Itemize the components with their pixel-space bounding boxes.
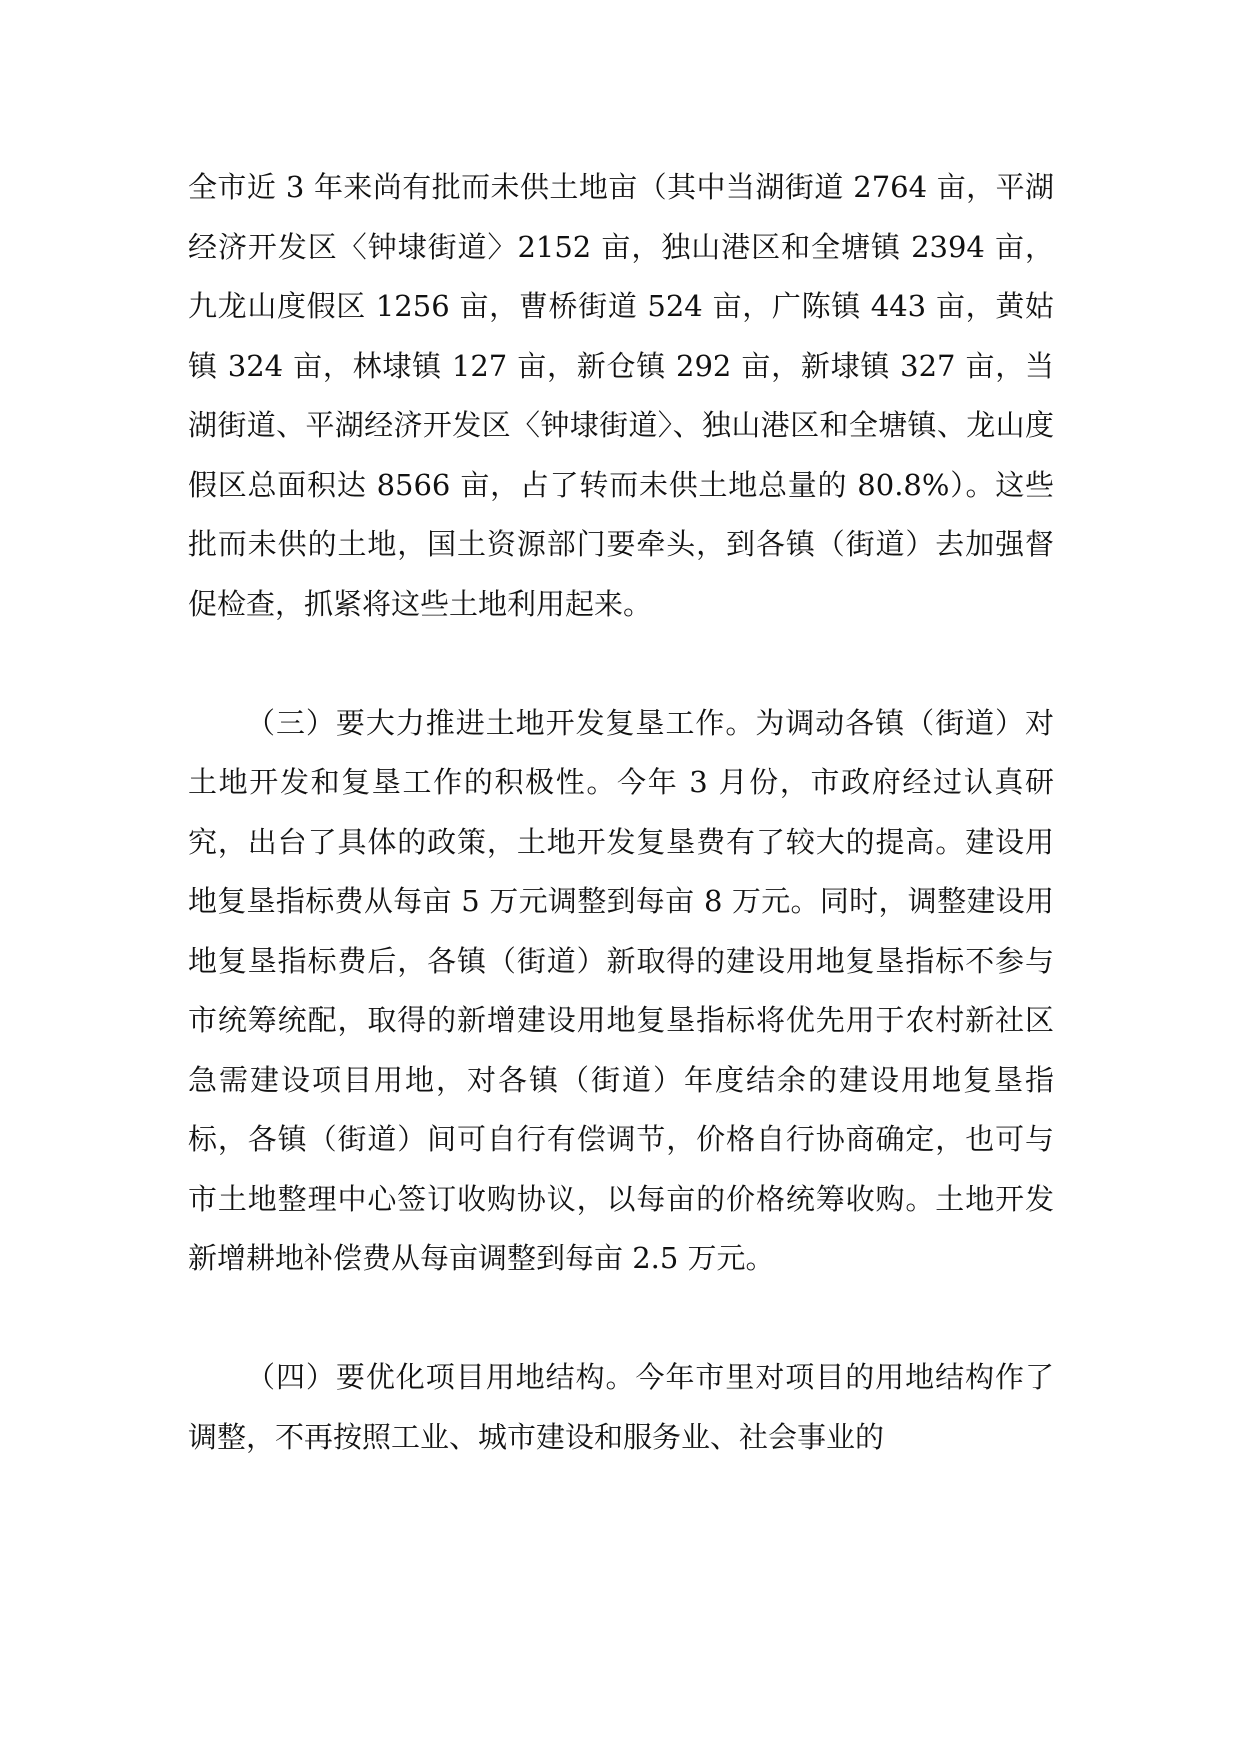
paragraph-land-supply: 全市近 3 年来尚有批而未供土地亩（其中当湖街道 2764 亩，平湖经济开发区〈钟埭街道〉2152 亩，独山港区和全塘镇 2394 亩，九龙山度假区 1256 亩，曹桥街道 524 亩，广陈镇 443 亩，黄姑镇 324 亩，林埭镇 127 亩，新仓镇 292 亩，新埭镇 327 亩，当湖街道、平湖经济开发区〈钟埭街道〉、独山港区和全塘镇、龙山度假区总面积达 8566 亩，占了转而未供土地总量的 80.8%）。这些批而未供的土地，国土资源部门要牵头，到各镇（街道）去加强督促检查，抓紧将这些土地利用起来。	[188, 170, 1054, 621]
paragraph-land-structure: （四）要优化项目用地结构。今年市里对项目的用地结构作了调整，不再按照工业、城市建设和服务业、社会事业的	[188, 1360, 1054, 1454]
document-body	[188, 158, 1054, 1467]
paragraph-land-reclamation: （三）要大力推进土地开发复垦工作。为调动各镇（街道）对土地开发和复垦工作的积极性。今年 3 月份，市政府经过认真研究，出台了具体的政策，土地开发复垦费有了较大的提高。建设用地复垦指标费从每亩 5 万元调整到每亩 8 万元。同时，调整建设用地复垦指标费后，各镇（街道）新取得的建设用地复垦指标不参与市统筹统配，取得的新增建设用地复垦指标将优先用于农村新社区急需建设项目用地，对各镇（街道）年度结余的建设用地复垦指标，各镇（街道）间可自行有偿调节，价格自行协商确定，也可与市土地整理中心签订收购协议，以每亩的价格统筹收购。土地开发新增耕地补偿费从每亩调整到每亩 2.5 万元。	[188, 705, 1054, 1275]
